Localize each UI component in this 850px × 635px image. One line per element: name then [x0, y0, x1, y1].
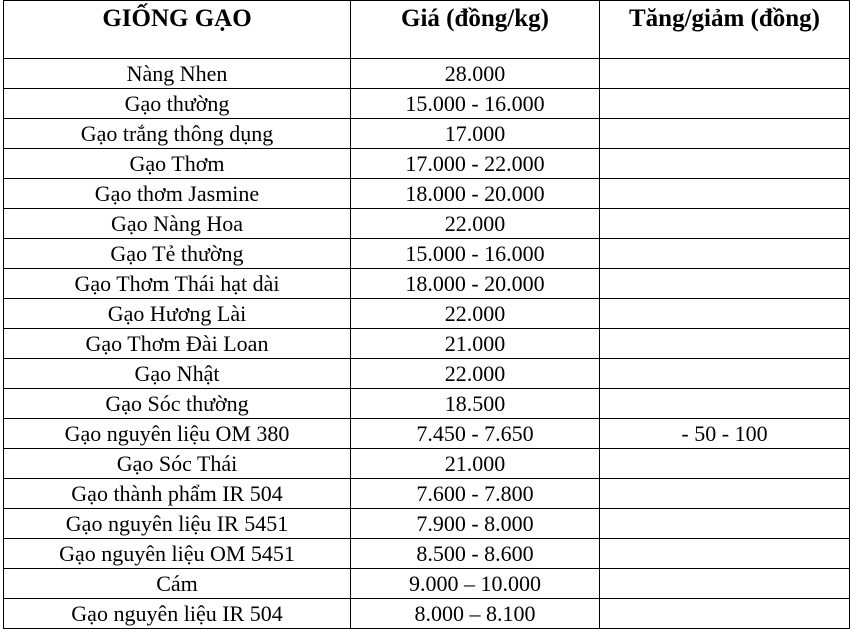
variety-cell: Gạo Thơm Đài Loan	[4, 329, 351, 359]
variety-cell: Gạo Nhật	[4, 359, 351, 389]
change-cell	[600, 569, 850, 599]
price-cell: 22.000	[351, 299, 600, 329]
table-row	[4, 599, 850, 629]
price-cell: 17.000 - 22.000	[351, 149, 600, 179]
change-cell	[600, 119, 850, 149]
change-cell	[600, 269, 850, 299]
table-row	[4, 419, 850, 449]
rice-price-table	[3, 0, 850, 629]
price-cell: 8.000 – 8.100	[351, 599, 600, 629]
table-row	[4, 209, 850, 239]
table-row	[4, 479, 850, 509]
table-body	[4, 59, 850, 629]
price-cell: 18.500	[351, 389, 600, 419]
variety-cell: Gạo Sóc Thái	[4, 449, 351, 479]
header-row	[4, 1, 850, 59]
price-cell: 21.000	[351, 329, 600, 359]
change-cell	[600, 179, 850, 209]
header-variety: GIỐNG GẠO	[4, 1, 351, 59]
price-cell: 15.000 - 16.000	[351, 239, 600, 269]
table-row	[4, 59, 850, 89]
price-cell: 22.000	[351, 209, 600, 239]
table-header	[4, 1, 850, 59]
header-price: Giá (đồng/kg)	[351, 1, 600, 59]
change-cell	[600, 479, 850, 509]
price-cell: 8.500 - 8.600	[351, 539, 600, 569]
table-row	[4, 299, 850, 329]
price-cell: 7.600 - 7.800	[351, 479, 600, 509]
variety-cell: Gạo trắng thông dụng	[4, 119, 351, 149]
change-cell: - 50 - 100	[600, 419, 850, 449]
change-cell	[600, 59, 850, 89]
change-cell	[600, 89, 850, 119]
variety-cell: Gạo thường	[4, 89, 351, 119]
change-cell	[600, 599, 850, 629]
change-cell	[600, 389, 850, 419]
table-row	[4, 89, 850, 119]
change-cell	[600, 509, 850, 539]
table-row	[4, 269, 850, 299]
table-row	[4, 119, 850, 149]
price-cell: 9.000 – 10.000	[351, 569, 600, 599]
header-change: Tăng/giảm (đồng)	[600, 1, 850, 59]
table-row	[4, 329, 850, 359]
variety-cell: Gạo nguyên liệu IR 5451	[4, 509, 351, 539]
table-row	[4, 179, 850, 209]
change-cell	[600, 209, 850, 239]
variety-cell: Gạo Tẻ thường	[4, 239, 351, 269]
variety-cell: Gạo Thơm	[4, 149, 351, 179]
price-cell: 28.000	[351, 59, 600, 89]
change-cell	[600, 299, 850, 329]
price-cell: 18.000 - 20.000	[351, 269, 600, 299]
variety-cell: Cám	[4, 569, 351, 599]
variety-cell: Gạo Sóc thường	[4, 389, 351, 419]
variety-cell: Gạo nguyên liệu OM 380	[4, 419, 351, 449]
change-cell	[600, 539, 850, 569]
table-row	[4, 539, 850, 569]
price-cell: 21.000	[351, 449, 600, 479]
change-cell	[600, 149, 850, 179]
table-row	[4, 449, 850, 479]
table-row	[4, 389, 850, 419]
price-cell: 17.000	[351, 119, 600, 149]
variety-cell: Gạo Nàng Hoa	[4, 209, 351, 239]
variety-cell: Gạo nguyên liệu IR 504	[4, 599, 351, 629]
price-cell: 22.000	[351, 359, 600, 389]
price-cell: 18.000 - 20.000	[351, 179, 600, 209]
variety-cell: Gạo Hương Lài	[4, 299, 351, 329]
variety-cell: Nàng Nhen	[4, 59, 351, 89]
table-row	[4, 569, 850, 599]
change-cell	[600, 329, 850, 359]
variety-cell: Gạo nguyên liệu OM 5451	[4, 539, 351, 569]
price-cell: 7.900 - 8.000	[351, 509, 600, 539]
table-row	[4, 359, 850, 389]
change-cell	[600, 239, 850, 269]
price-cell: 15.000 - 16.000	[351, 89, 600, 119]
table-row	[4, 239, 850, 269]
table-row	[4, 509, 850, 539]
variety-cell: Gạo thành phẩm IR 504	[4, 479, 351, 509]
change-cell	[600, 449, 850, 479]
variety-cell: Gạo Thơm Thái hạt dài	[4, 269, 351, 299]
variety-cell: Gạo thơm Jasmine	[4, 179, 351, 209]
price-cell: 7.450 - 7.650	[351, 419, 600, 449]
change-cell	[600, 359, 850, 389]
table-row	[4, 149, 850, 179]
